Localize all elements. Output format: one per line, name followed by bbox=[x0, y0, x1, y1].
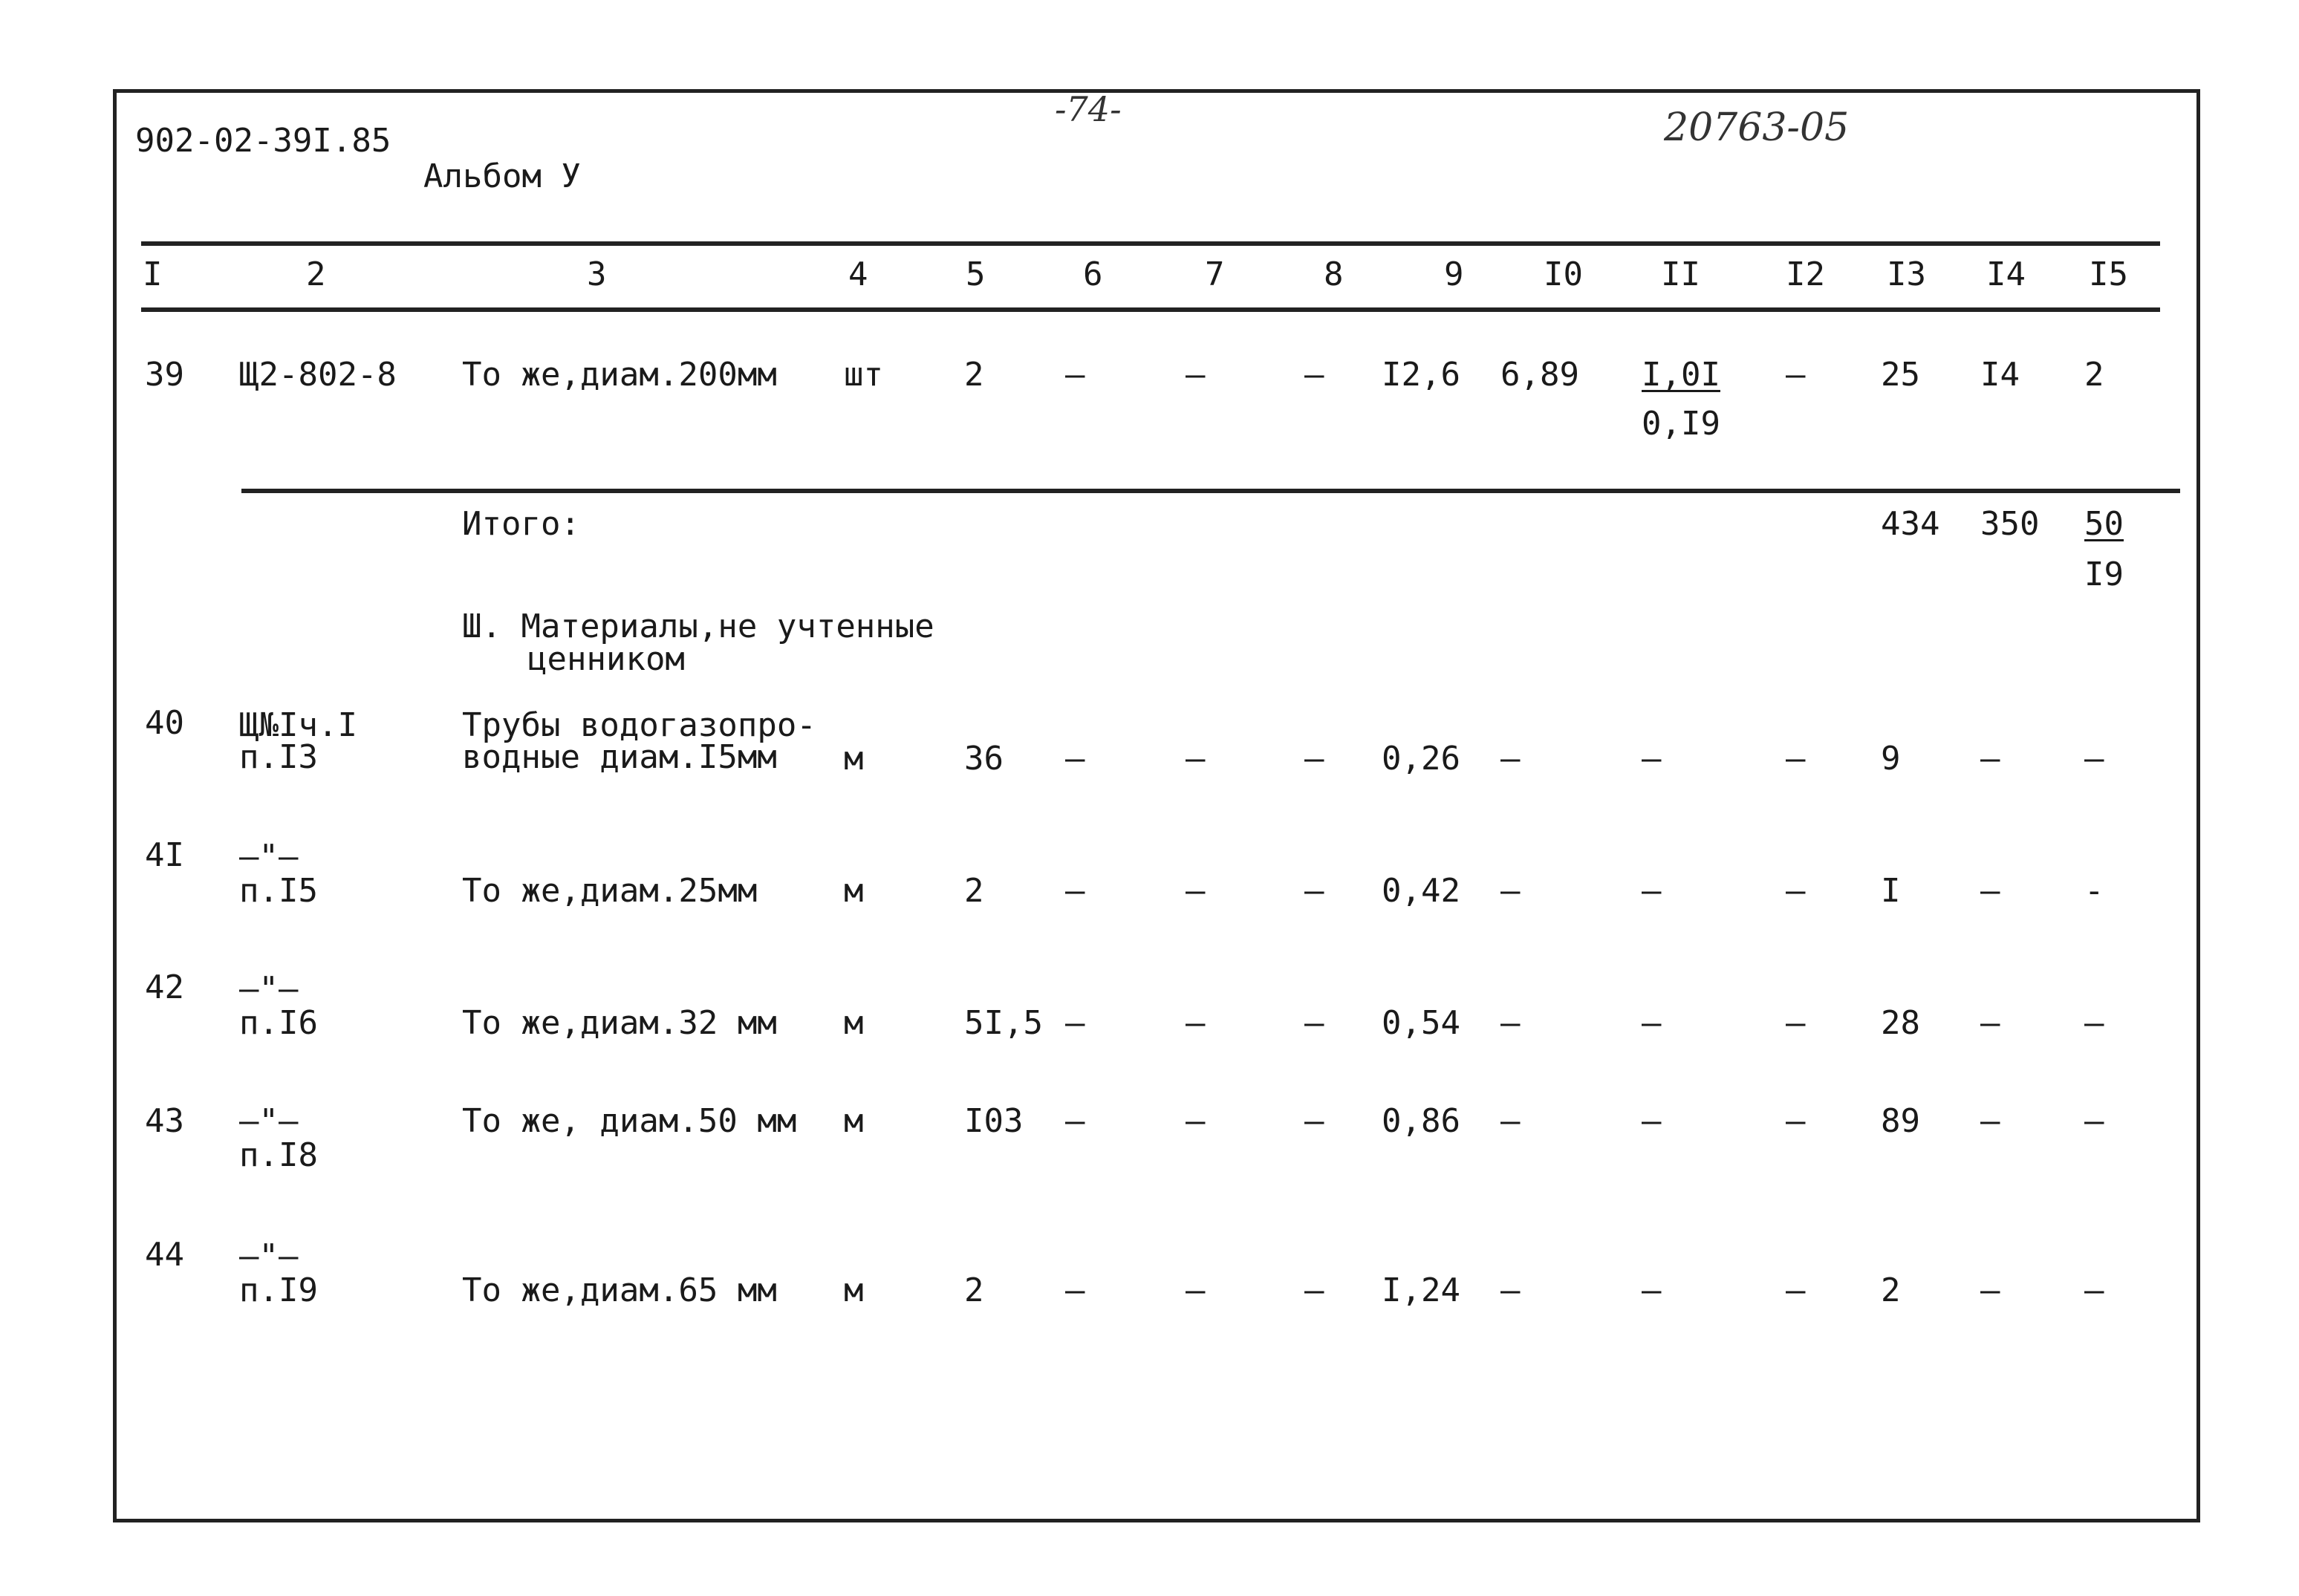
doc-code: 902-02-39I.85 bbox=[135, 122, 391, 160]
col10-value: – bbox=[1500, 1102, 1521, 1140]
unit: м bbox=[844, 1271, 864, 1309]
col9-value: 0,42 bbox=[1382, 872, 1460, 910]
col14-value: – bbox=[1980, 740, 2000, 778]
col9-value: 0,86 bbox=[1382, 1102, 1460, 1140]
col12-value: – bbox=[1786, 872, 1806, 910]
unit: м bbox=[844, 1102, 864, 1140]
col8-value: – bbox=[1304, 1004, 1324, 1042]
quantity: 36 bbox=[964, 740, 1004, 778]
col-header-10: I0 bbox=[1544, 255, 1583, 293]
col-header-8: 8 bbox=[1324, 255, 1344, 293]
total-col14: 350 bbox=[1980, 505, 2040, 543]
col10-value: 6,89 bbox=[1500, 356, 1579, 394]
col-header-9: 9 bbox=[1444, 255, 1464, 293]
col8-value: – bbox=[1304, 1102, 1324, 1140]
col-header-4: 4 bbox=[848, 255, 868, 293]
unit: м bbox=[844, 872, 864, 910]
col-header-7: 7 bbox=[1205, 255, 1225, 293]
item-description: То же,диам.32 мм bbox=[462, 1004, 777, 1042]
item-code: Щ2-802-8 bbox=[239, 356, 397, 394]
item-description: Трубы водогазопро- bbox=[462, 706, 816, 744]
row-number: 39 bbox=[145, 356, 184, 394]
col11-top-value: I,0I bbox=[1642, 356, 1720, 394]
col13-value: 2 bbox=[1881, 1271, 1901, 1309]
col13-value: 28 bbox=[1881, 1004, 1920, 1042]
total-col13: 434 bbox=[1881, 505, 1940, 543]
col8-value: – bbox=[1304, 356, 1324, 394]
col15-value: - bbox=[2084, 872, 2104, 910]
col14-value: – bbox=[1980, 1004, 2000, 1042]
col9-value: I2,6 bbox=[1382, 356, 1460, 394]
col15-value: – bbox=[2084, 740, 2104, 778]
col9-value: I,24 bbox=[1382, 1271, 1460, 1309]
col9-value: 0,26 bbox=[1382, 740, 1460, 778]
col12-value: – bbox=[1786, 356, 1806, 394]
col-header-1: I bbox=[143, 255, 163, 293]
col-header-2: 2 bbox=[306, 255, 326, 293]
col13-value: 9 bbox=[1881, 740, 1901, 778]
page-number: -74- bbox=[1055, 89, 1122, 129]
col14-value: – bbox=[1980, 1102, 2000, 1140]
col15-value: – bbox=[2084, 1102, 2104, 1140]
album-label: Альбом У bbox=[423, 157, 581, 195]
row-number: 44 bbox=[145, 1236, 184, 1274]
total-col15-bottom: I9 bbox=[2084, 556, 2124, 593]
quantity: 2 bbox=[964, 356, 984, 394]
item-description-cont: водные диам.I5мм bbox=[462, 738, 777, 776]
col8-value: – bbox=[1304, 872, 1324, 910]
col14-value: – bbox=[1980, 1271, 2000, 1309]
col13-value: I bbox=[1881, 872, 1901, 910]
col8-value: – bbox=[1304, 740, 1324, 778]
col15-value: – bbox=[2084, 1271, 2104, 1309]
unit: шт bbox=[844, 356, 883, 394]
item-code: Щ№Iч.I bbox=[239, 706, 357, 744]
col12-value: – bbox=[1786, 740, 1806, 778]
col14-value: I4 bbox=[1980, 356, 2020, 394]
col11-value: – bbox=[1642, 1271, 1662, 1309]
total-label: Итого: bbox=[462, 505, 580, 543]
col-header-11: II bbox=[1661, 255, 1700, 293]
col11-value: – bbox=[1642, 740, 1662, 778]
col6-value: – bbox=[1065, 356, 1085, 394]
col-header-6: 6 bbox=[1083, 255, 1103, 293]
quantity: I03 bbox=[964, 1102, 1024, 1140]
col7-value: – bbox=[1186, 1271, 1206, 1309]
quantity: 2 bbox=[964, 872, 984, 910]
col11-value: – bbox=[1642, 1102, 1662, 1140]
col6-value: – bbox=[1065, 740, 1085, 778]
col10-value: – bbox=[1500, 740, 1521, 778]
item-code-ditto: –"– bbox=[239, 1102, 299, 1140]
col10-value: – bbox=[1500, 1004, 1521, 1042]
section-heading-cont: ценником bbox=[527, 640, 685, 678]
col7-value: – bbox=[1186, 740, 1206, 778]
item-description: То же,диам.200мм bbox=[462, 356, 777, 394]
item-code-ditto: –"– bbox=[239, 970, 299, 1008]
item-code-ditto: –"– bbox=[239, 838, 299, 876]
col11-value: – bbox=[1642, 872, 1662, 910]
col14-value: – bbox=[1980, 872, 2000, 910]
col13-value: 25 bbox=[1881, 356, 1920, 394]
item-code-ref: п.I6 bbox=[239, 1004, 318, 1042]
col7-value: – bbox=[1186, 1102, 1206, 1140]
item-description: То же,диам.65 мм bbox=[462, 1271, 777, 1309]
row-number: 43 bbox=[145, 1102, 184, 1140]
col-header-12: I2 bbox=[1786, 255, 1825, 293]
item-code-ditto: –"– bbox=[239, 1237, 299, 1275]
quantity: 2 bbox=[964, 1271, 984, 1309]
col12-value: – bbox=[1786, 1004, 1806, 1042]
row-number: 4I bbox=[145, 836, 184, 874]
total-rule bbox=[241, 489, 2180, 493]
col-header-3: 3 bbox=[587, 255, 607, 293]
unit: м bbox=[844, 1004, 864, 1042]
col7-value: – bbox=[1186, 1004, 1206, 1042]
col6-value: – bbox=[1065, 1271, 1085, 1309]
col6-value: – bbox=[1065, 872, 1085, 910]
col12-value: – bbox=[1786, 1271, 1806, 1309]
unit: м bbox=[844, 740, 864, 778]
header-bottom-rule bbox=[141, 307, 2160, 312]
col-header-15: I5 bbox=[2089, 255, 2128, 293]
item-code-ref: п.I5 bbox=[239, 872, 318, 910]
col6-value: – bbox=[1065, 1102, 1085, 1140]
item-description: То же, диам.50 мм bbox=[462, 1102, 797, 1140]
col15-value: 2 bbox=[2084, 356, 2104, 394]
item-description: То же,диам.25мм bbox=[462, 872, 758, 910]
row-number: 42 bbox=[145, 968, 184, 1006]
col11-value: – bbox=[1642, 1004, 1662, 1042]
archive-number: 20763-05 bbox=[1664, 105, 1850, 150]
col8-value: – bbox=[1304, 1271, 1324, 1309]
quantity: 5I,5 bbox=[964, 1004, 1043, 1042]
col-header-13: I3 bbox=[1887, 255, 1926, 293]
col9-value: 0,54 bbox=[1382, 1004, 1460, 1042]
col10-value: – bbox=[1500, 1271, 1521, 1309]
col13-value: 89 bbox=[1881, 1102, 1920, 1140]
col-header-14: I4 bbox=[1986, 255, 2026, 293]
col7-value: – bbox=[1186, 872, 1206, 910]
item-code-ref: п.I3 bbox=[239, 738, 318, 776]
section-heading: Ш. Материалы,не учтенные bbox=[462, 608, 934, 645]
col-header-5: 5 bbox=[966, 255, 986, 293]
col15-value: – bbox=[2084, 1004, 2104, 1042]
col12-value: – bbox=[1786, 1102, 1806, 1140]
col11-bottom-value: 0,I9 bbox=[1642, 405, 1720, 443]
item-code-ref: п.I9 bbox=[239, 1271, 318, 1309]
total-col15-top: 50 bbox=[2084, 505, 2124, 543]
row-number: 40 bbox=[145, 704, 184, 742]
item-code-ref: п.I8 bbox=[239, 1136, 318, 1174]
col7-value: – bbox=[1186, 356, 1206, 394]
col10-value: – bbox=[1500, 872, 1521, 910]
col6-value: – bbox=[1065, 1004, 1085, 1042]
header-top-rule bbox=[141, 241, 2160, 246]
